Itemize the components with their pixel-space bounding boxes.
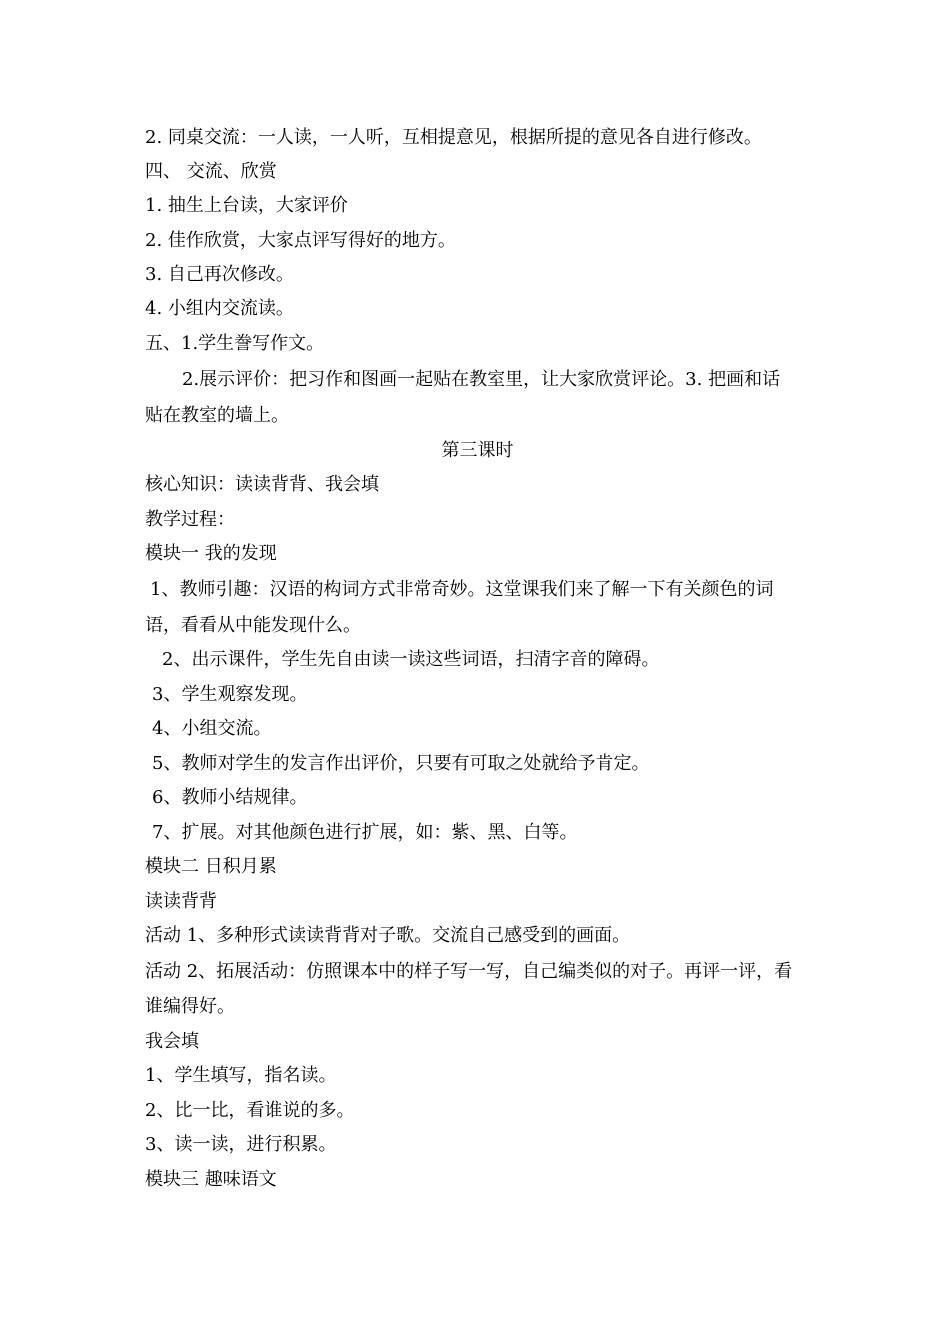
module-heading: 模块二 日积月累	[145, 856, 277, 877]
section-heading: 四、 交流、欣赏	[145, 161, 277, 182]
text-line: 2、出示课件，学生先自由读一读这些词语，扫清字音的障碍。	[162, 649, 660, 670]
module-heading: 模块三 趣味语文	[145, 1169, 277, 1190]
subheading: 我会填	[145, 1031, 199, 1052]
text-line: 谁编得好。	[145, 996, 235, 1017]
lesson-title: 第三课时	[441, 440, 514, 461]
text-line: 活动 2、拓展活动：仿照课本中的样子写一写，自己编类似的对子。再评一评，看	[145, 961, 793, 982]
text-line: 贴在教室的墙上。	[145, 405, 289, 426]
text-line: 活动 1、多种形式读读背背对子歌。交流自己感受到的画面。	[145, 925, 631, 946]
text-line: 7、扩展。对其他颜色进行扩展，如：紫、黑、白等。	[152, 822, 578, 843]
text-line: 1、学生填写，指名读。	[145, 1065, 337, 1086]
text-line: 2.展示评价：把习作和图画一起贴在教室里，让大家欣赏评论。3. 把画和话	[182, 369, 781, 390]
text-line: 6、教师小结规律。	[152, 787, 308, 808]
text-line: 语，看看从中能发现什么。	[145, 615, 361, 636]
text-line: 1. 抽生上台读，大家评价	[145, 195, 348, 216]
text-line: 3. 自己再次修改。	[145, 264, 294, 285]
text-line: 3、学生观察发现。	[152, 684, 308, 705]
text-line: 2. 佳作欣赏，大家点评写得好的地方。	[145, 230, 456, 251]
text-line: 教学过程：	[145, 509, 235, 530]
section-heading: 五、1.学生誊写作文。	[145, 333, 325, 354]
text-line: 4、小组交流。	[152, 718, 272, 739]
text-line: 1、教师引趣：汉语的构词方式非常奇妙。这堂课我们来了解一下有关颜色的词	[150, 579, 774, 600]
text-line: 3、读一读，进行积累。	[145, 1134, 337, 1155]
text-line: 核心知识：读读背背、我会填	[145, 474, 379, 495]
module-heading: 模块一 我的发现	[145, 543, 277, 564]
text-line: 2. 同桌交流：一人读，一人听，互相提意见，根据所提的意见各自进行修改。	[145, 127, 762, 148]
text-line: 4. 小组内交流读。	[145, 298, 294, 319]
subheading: 读读背背	[145, 891, 217, 912]
text-line: 2、比一比，看谁说的多。	[145, 1100, 355, 1121]
text-line: 5、教师对学生的发言作出评价，只要有可取之处就给予肯定。	[152, 753, 650, 774]
